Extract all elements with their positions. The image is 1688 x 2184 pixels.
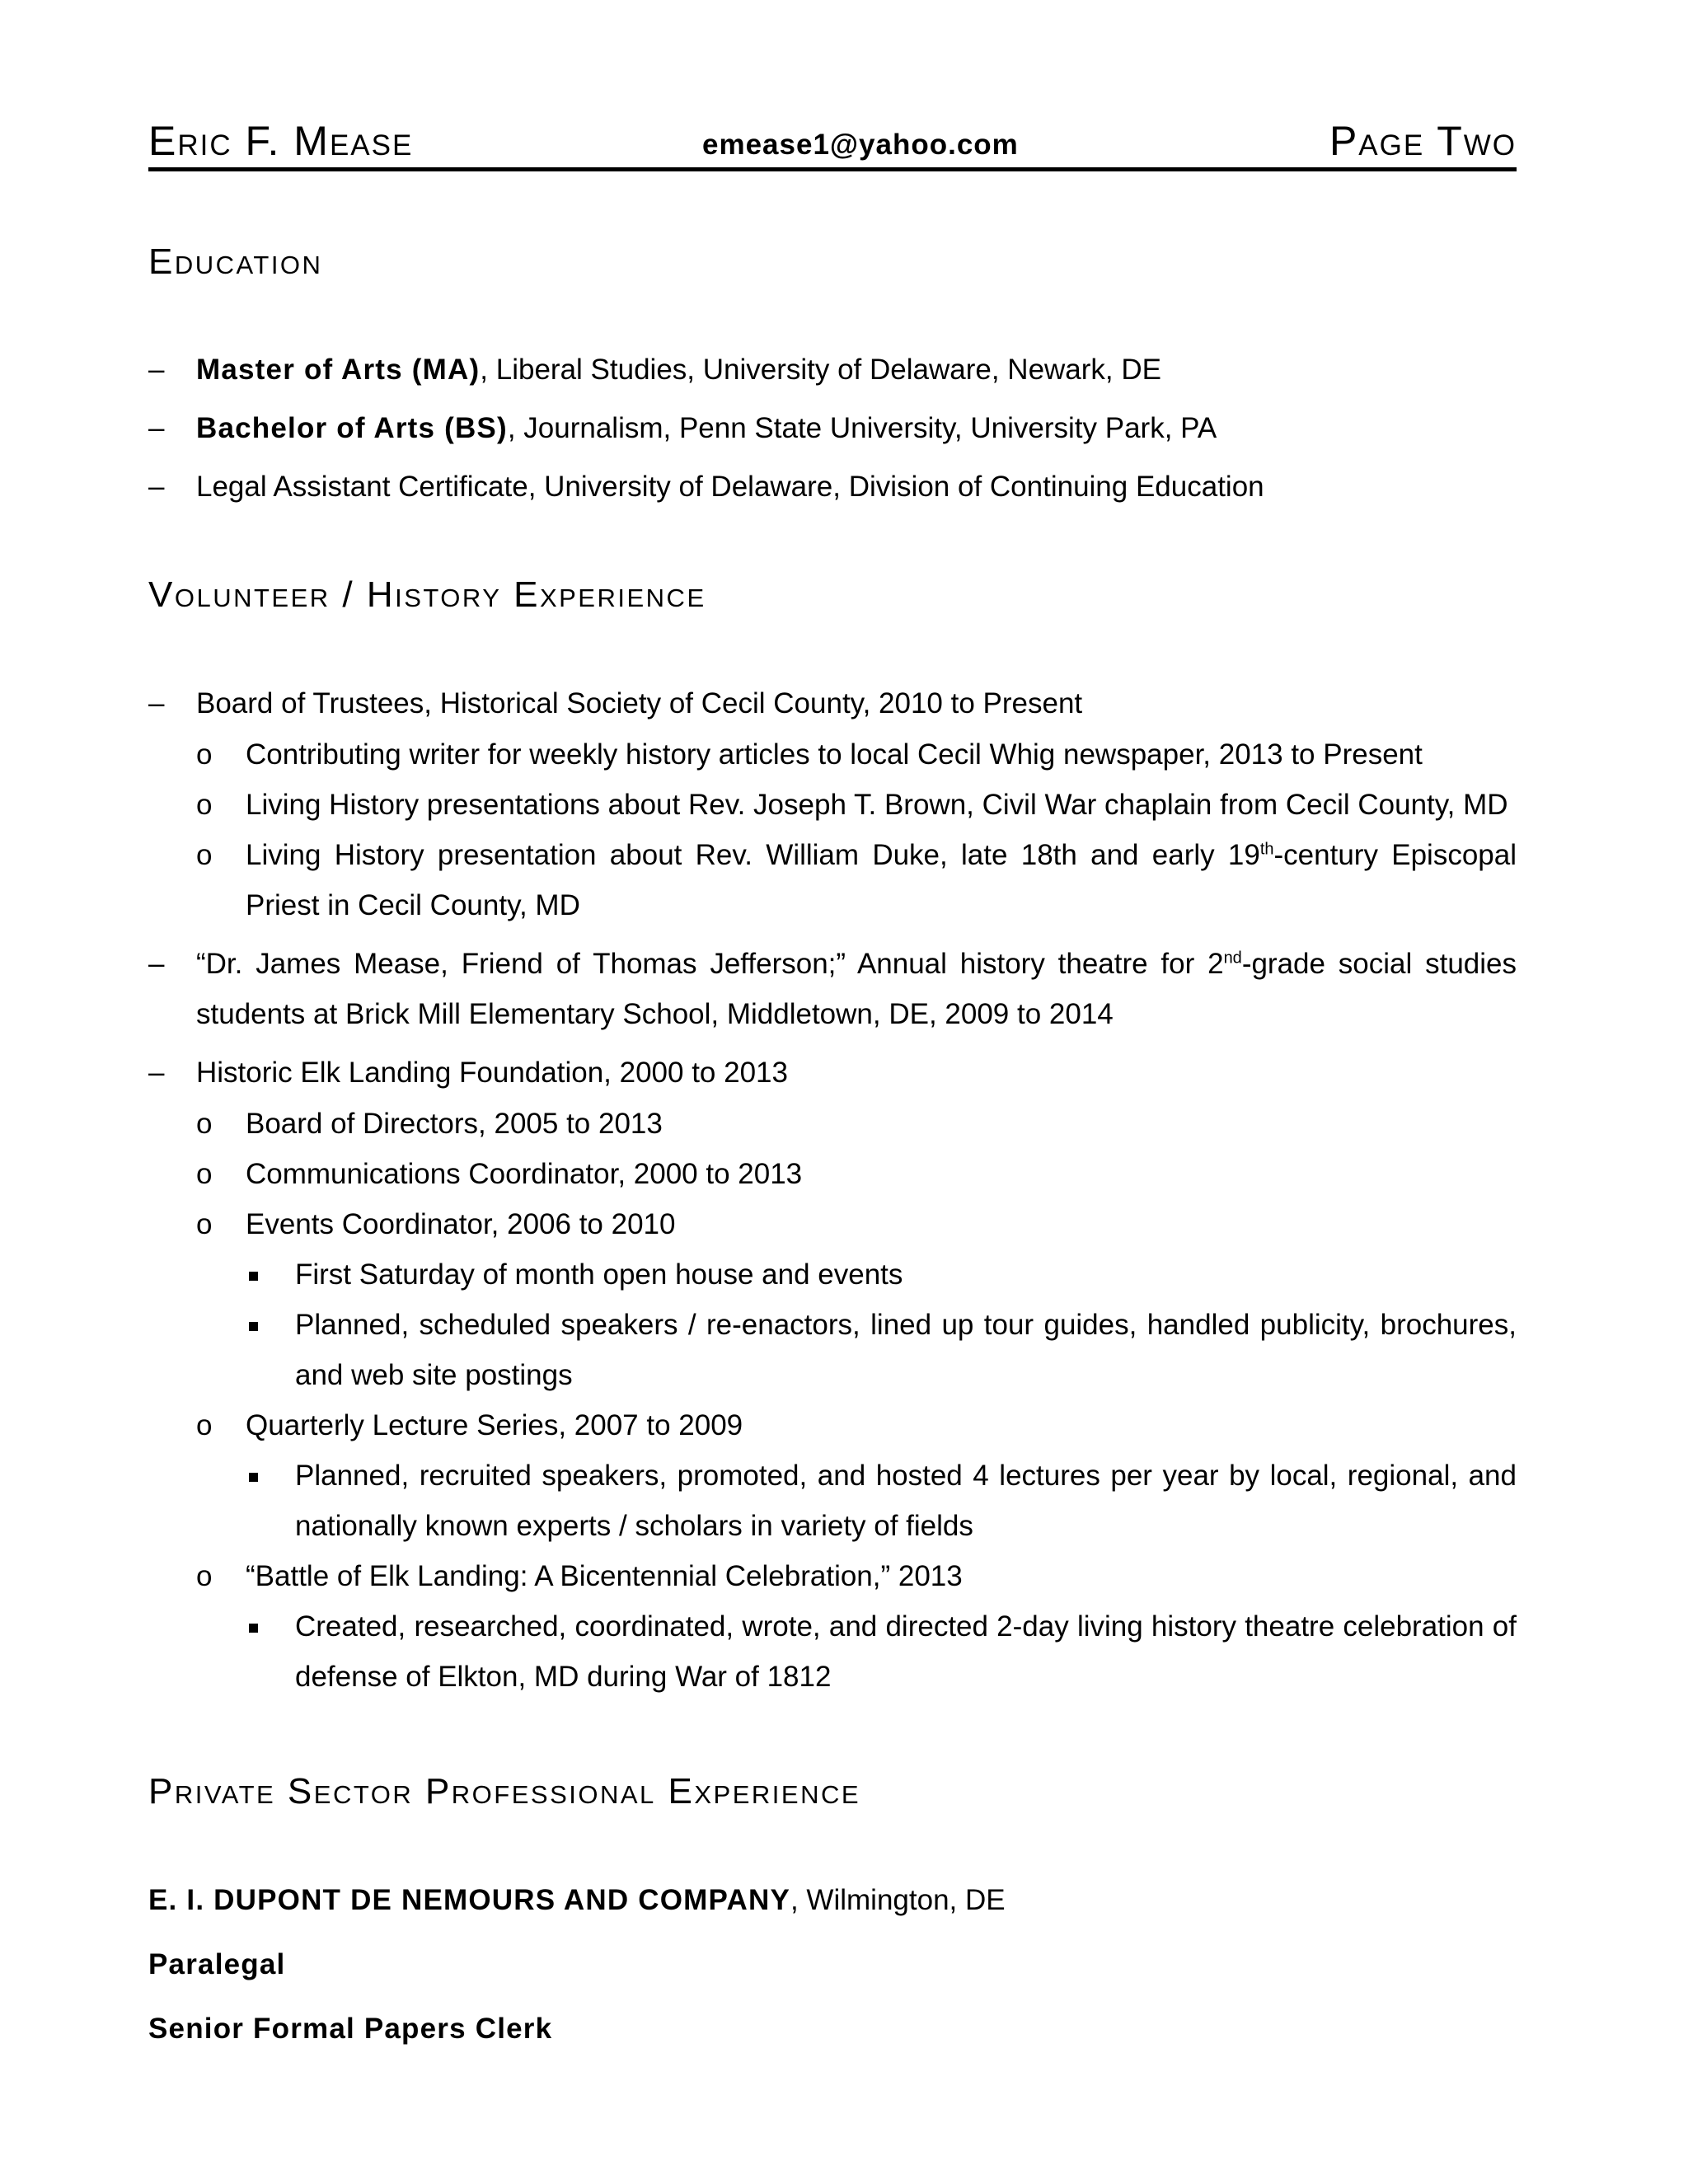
list-item-continuation: Priest in Cecil County, MD: [246, 889, 580, 921]
list-item-continuation: nationally known experts / scholars in variety of fields: [295, 1510, 973, 1542]
list-item-text: “Dr. James Mease, Friend of Thomas Jefferson;” Annual history theatre for 2: [196, 948, 1224, 980]
list-item: Events Coordinator, 2006 to 2010: [246, 1208, 676, 1240]
dash-marker: –: [148, 1057, 165, 1089]
degree-name: Bachelor of Arts (BS): [196, 412, 508, 444]
job-title: Senior Formal Papers Clerk: [148, 2013, 553, 2045]
superscript: th: [1259, 840, 1274, 859]
education-title: Education: [148, 241, 323, 282]
dash-marker: –: [148, 471, 165, 503]
header-name: Eric F. Mease: [148, 118, 414, 164]
dash-marker: –: [148, 412, 165, 444]
header-rule: [148, 167, 1517, 171]
certificate-text: Legal Assistant Certificate, University of Delaware, Division of Continuing Education: [196, 471, 1264, 503]
page-header: [148, 117, 1517, 175]
volunteer-title: Volunteer / History Experience: [148, 574, 706, 615]
superscript: nd: [1223, 949, 1242, 968]
company-location: , Wilmington, DE: [790, 1884, 1006, 1916]
circle-marker: o: [196, 1208, 213, 1240]
list-item-continuation: students at Brick Mill Elementary School, Middletown, DE, 2009 to 2014: [196, 998, 1114, 1030]
list-item: Board of Trustees, Historical Society of Cecil County, 2010 to Present: [196, 687, 1083, 719]
list-item-text: Living History presentation about Rev. William Duke, late 18th and early 19: [246, 839, 1260, 871]
header-page-label: Page Two: [1329, 118, 1517, 164]
company-name: E. I. DUPONT DE NEMOURS AND COMPANY: [148, 1884, 790, 1916]
list-item: Living History presentations about Rev. Joseph T. Brown, Civil War chaplain from Cecil County, MD: [246, 789, 1508, 821]
company-line: [148, 1882, 1006, 1919]
list-item: [196, 946, 1517, 982]
education-item: [196, 410, 1217, 447]
list-item: Contributing writer for weekly history articles to local Cecil Whig newspaper, 2013 to Present: [246, 738, 1423, 771]
list-item-continuation: defense of Elkton, MD during War of 1812: [295, 1661, 832, 1693]
private-sector-title: Private Sector Professional Experience: [148, 1771, 861, 1811]
circle-marker: o: [196, 738, 213, 771]
job-title: Paralegal: [148, 1948, 286, 1980]
degree-name: Master of Arts (MA): [196, 354, 481, 386]
list-item: Board of Directors, 2005 to 2013: [246, 1108, 663, 1140]
list-item-continuation: and web site postings: [295, 1359, 573, 1391]
circle-marker: o: [196, 1158, 213, 1190]
degree-details: , Liberal Studies, University of Delaware, Newark, DE: [480, 354, 1162, 386]
list-item: “Battle of Elk Landing: A Bicentennial Celebration,” 2013: [246, 1560, 963, 1592]
list-item: Planned, scheduled speakers / re-enactors, lined up tour guides, handled publicity, brochures,: [295, 1309, 1517, 1341]
circle-marker: o: [196, 1108, 213, 1140]
circle-marker: o: [196, 839, 213, 871]
education-item: [196, 469, 1264, 505]
dash-marker: –: [148, 354, 165, 386]
list-item: First Saturday of month open house and events: [295, 1258, 903, 1291]
education-item: [196, 352, 1161, 388]
circle-marker: o: [196, 789, 213, 821]
square-bullet-icon: [249, 1272, 258, 1281]
list-item: Historic Elk Landing Foundation, 2000 to 2013: [196, 1057, 788, 1089]
list-item-text: -grade social studies: [1241, 948, 1517, 980]
list-item: Created, researched, coordinated, wrote, and directed 2-day living history theatre celebration of: [295, 1610, 1517, 1643]
degree-details: , Journalism, Penn State University, University Park, PA: [507, 412, 1217, 444]
list-item-text: -century Episcopal: [1273, 839, 1517, 871]
list-item: Planned, recruited speakers, promoted, and hosted 4 lectures per year by local, regional, and: [295, 1460, 1517, 1492]
list-item: Quarterly Lecture Series, 2007 to 2009: [246, 1409, 743, 1441]
square-bullet-icon: [249, 1322, 258, 1331]
circle-marker: o: [196, 1560, 213, 1592]
dash-marker: –: [148, 687, 165, 719]
list-item: [246, 837, 1517, 874]
list-item: Communications Coordinator, 2000 to 2013: [246, 1158, 803, 1190]
square-bullet-icon: [249, 1624, 258, 1633]
dash-marker: –: [148, 948, 165, 980]
circle-marker: o: [196, 1409, 213, 1441]
square-bullet-icon: [249, 1473, 258, 1482]
header-email: emease1@yahoo.com: [702, 129, 1019, 161]
